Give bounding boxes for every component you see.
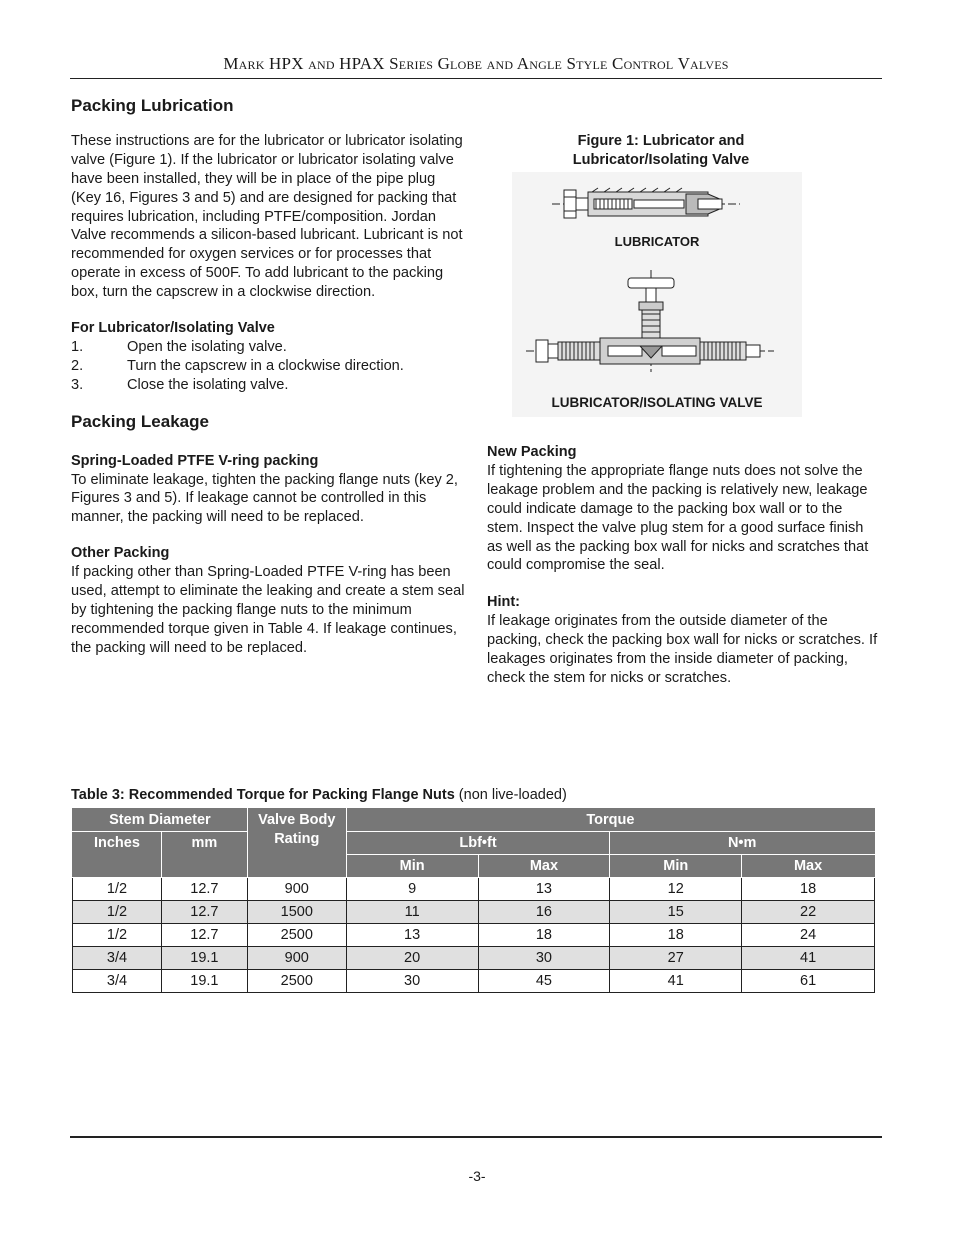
header-n-m: N•m — [610, 832, 875, 855]
table-cell: 3/4 — [73, 970, 162, 993]
table-cell: 9 — [346, 878, 478, 901]
section-heading-packing-lubrication: Packing Lubrication — [71, 96, 234, 115]
table-cell: 11 — [346, 901, 478, 924]
subheading-new-packing: New Packing — [487, 444, 577, 460]
table-cell: 27 — [610, 947, 742, 970]
table-cell: 41 — [610, 970, 742, 993]
subheading-spring-loaded: Spring-Loaded PTFE V-ring packing — [71, 452, 319, 469]
table-cell: 20 — [346, 947, 478, 970]
table-cell: 3/4 — [73, 947, 162, 970]
table-row — [73, 878, 875, 901]
table-cell: 16 — [478, 901, 610, 924]
other-packing-paragraph: If packing other than Spring-Loaded PTFE V-ring has been used, attempt to eliminate the leaking and create a stem seal by tightening the packing flange nuts to the minimum recommended torque given in Table 4. If leakage continues, the packing will need to be replaced. — [71, 564, 465, 656]
spring-paragraph: To eliminate leakage, tighten the packing flange nuts (key 2, Figures 3 and 5). If leakage cannot be controlled in this manner, the packing will need to be replaced. — [71, 471, 458, 526]
header-lbf-max: Max — [478, 855, 610, 878]
table-row — [73, 970, 875, 993]
table-cell: 900 — [247, 878, 346, 901]
header-stem-diameter: Stem Diameter — [73, 809, 248, 832]
table-cell: 1/2 — [73, 901, 162, 924]
header-lbf-ft: Lbf•ft — [346, 832, 610, 855]
header-torque: Torque — [346, 809, 874, 832]
table-cell: 2500 — [247, 970, 346, 993]
table-cell: 13 — [346, 924, 478, 947]
table-cell: 1/2 — [73, 924, 162, 947]
table-cell: 30 — [478, 947, 610, 970]
page-number: -3- — [468, 1168, 486, 1184]
table-cell: 18 — [742, 878, 875, 901]
table-caption: Table 3: Recommended Torque for Packing Flange Nuts (non live-loaded) — [71, 787, 567, 803]
header-inches: Inches — [73, 832, 162, 878]
section-heading-packing-leakage: Packing Leakage — [71, 411, 209, 431]
list-item: 3. Close the isolating valve. — [71, 376, 289, 393]
table-cell: 18 — [610, 924, 742, 947]
right-column — [487, 443, 879, 688]
left-column — [71, 97, 467, 658]
table-cell: 12.7 — [161, 924, 247, 947]
list-item: 1. Open the isolating valve. — [71, 338, 287, 355]
hint-paragraph: If leakage originates from the outside diameter of the packing, check the packing box wall for nicks or scratches. If leakages originates from the inside diameter of packing, check the stem for nicks or scratches. — [487, 613, 878, 686]
table-cell: 45 — [478, 970, 610, 993]
header-valve-body-rating: Valve Body Rating — [247, 809, 346, 878]
table-cell: 61 — [742, 970, 875, 993]
page-header-title: Mark HPX and HPAX Series Globe and Angle Style Control Valves — [223, 54, 729, 73]
header-nm-max: Max — [742, 855, 875, 878]
list-item: 2. Turn the capscrew in a clockwise direction. — [71, 357, 404, 374]
table-cell: 19.1 — [161, 947, 247, 970]
table-cell: 19.1 — [161, 970, 247, 993]
subheading-isolating-valve: For Lubricator/Isolating Valve — [71, 320, 275, 337]
table-cell: 1500 — [247, 901, 346, 924]
table-cell: 2500 — [247, 924, 346, 947]
lubricator-figure — [512, 172, 802, 417]
table-cell: 15 — [610, 901, 742, 924]
header-lbf-min: Min — [346, 855, 478, 878]
lubricator-label: LUBRICATOR — [614, 234, 700, 249]
header-mm: mm — [161, 832, 247, 878]
footer-rule — [70, 1136, 882, 1138]
header-nm-min: Min — [610, 855, 742, 878]
table-cell: 18 — [478, 924, 610, 947]
lubrication-paragraph: These instructions are for the lubricator or lubricator isolating valve (Figure 1). If the lubricator or lubricator isolating valve have been installed, they will be in place of the pipe plug (Key 16, Figures 3 and 5) and are designed for packing that requires lubrication, including PTFE/composition. Jordan Valve recommends a silicon-based lubricant. Lubricant is not recommended for oxygen services or for processes that operate in excess of 500F. To add lubricant to the packing box, turn the capscrew in a clockwise direction. — [71, 132, 463, 301]
table-row — [73, 901, 875, 924]
table-cell: 1/2 — [73, 878, 162, 901]
table-cell: 12.7 — [161, 901, 247, 924]
table-cell: 30 — [346, 970, 478, 993]
steps-list — [71, 338, 467, 395]
subheading-hint: Hint: — [487, 594, 521, 611]
table-row — [73, 924, 875, 947]
table-cell: 13 — [478, 878, 610, 901]
table-row — [73, 947, 875, 970]
table-cell: 12 — [610, 878, 742, 901]
table-cell: 12.7 — [161, 878, 247, 901]
table-cell: 41 — [742, 947, 875, 970]
isolating-valve-label: LUBRICATOR/ISOLATING VALVE — [551, 395, 763, 410]
subheading-other-packing: Other Packing — [71, 545, 170, 562]
header-rule — [70, 78, 882, 79]
table-cell: 24 — [742, 924, 875, 947]
table-cell: 22 — [742, 901, 875, 924]
torque-table — [72, 808, 875, 993]
new-packing-paragraph: If tightening the appropriate flange nuts does not solve the leakage problem and the packing is relatively new, leakage could indicate damage to the packing box wall or to the stem. Inspect the valve plug stem for a good surface finish as well as the packing box wall for nicks and scratches that could compromise the seal. — [487, 462, 869, 574]
figure-caption: Figure 1: Lubricator and Lubricator/Isolating Valve — [572, 133, 750, 168]
table-cell: 900 — [247, 947, 346, 970]
